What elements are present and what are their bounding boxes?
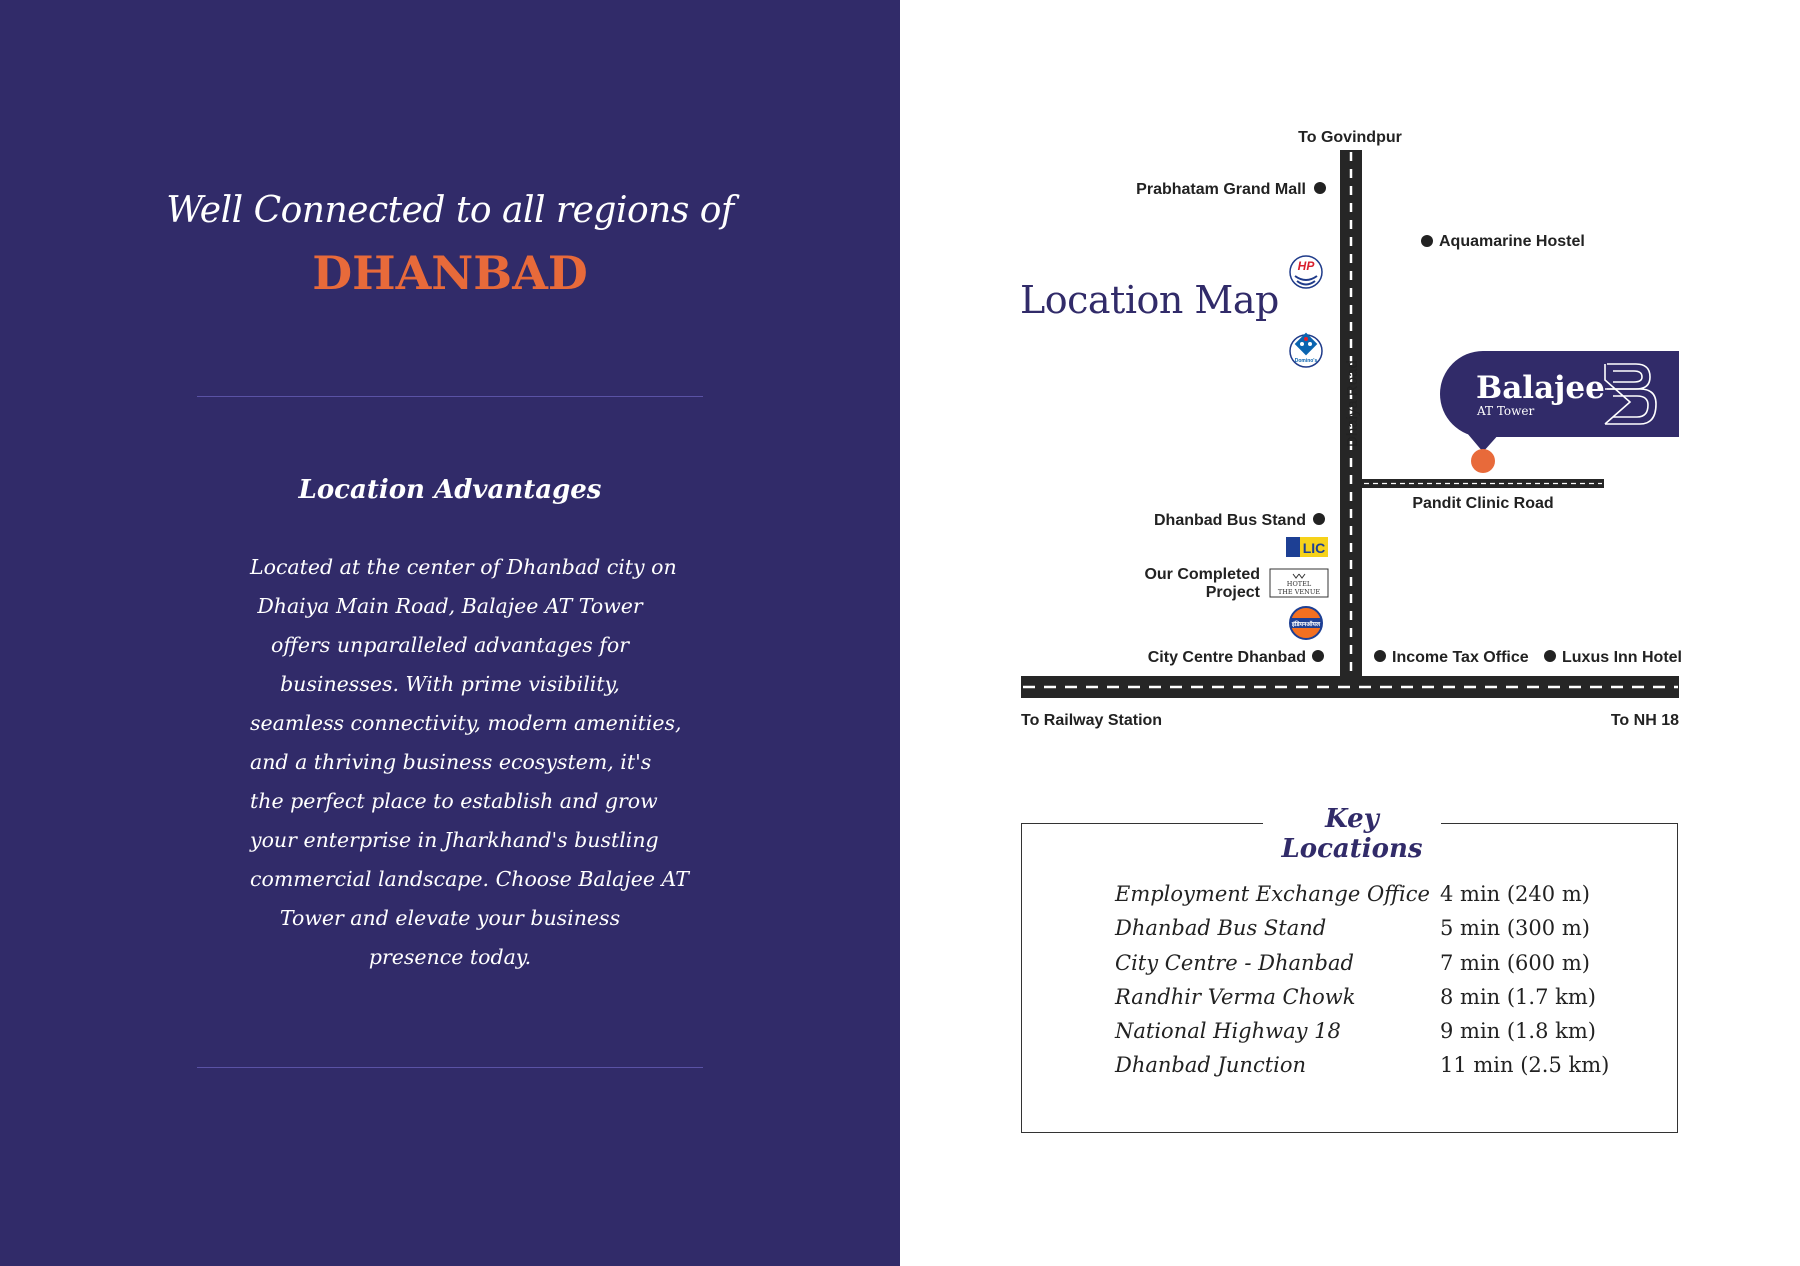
hotel-the-venue-logo-icon — [1270, 569, 1328, 597]
list-item — [1115, 882, 1635, 916]
location-dot — [1313, 513, 1325, 525]
body-line: Located at the center of Dhanbad city on — [250, 555, 677, 579]
location-name: Dhanbad Junction — [1115, 1053, 1307, 1078]
hotel-logo-text-1: HOTEL — [1286, 580, 1312, 588]
location-name: Randhir Verma Chowk — [1115, 984, 1356, 1009]
body-line: businesses. With prime visibility, — [280, 672, 620, 696]
body-line: offers unparalleled advantages for — [270, 633, 629, 657]
location-time: 7 min (600 m) — [1440, 950, 1590, 975]
location-name: Dhanbad Bus Stand — [1115, 916, 1327, 941]
list-item — [1115, 985, 1635, 1019]
body-line: Tower and elevate your business — [279, 906, 621, 930]
list-item — [1115, 1019, 1635, 1053]
hotel-logo-text-2: THE VENUE — [1277, 588, 1321, 596]
dominos-logo-icon — [1290, 333, 1322, 367]
city-centre-label: City Centre Dhanbad — [1147, 649, 1306, 666]
key-locations-title: Key Locations — [1263, 804, 1441, 864]
location-time: 8 min (1.7 km) — [1440, 984, 1596, 1009]
location-map-title: Location Map — [1020, 278, 1279, 322]
balajee-location-marker — [1440, 351, 1679, 473]
indianoil-logo-text: इंडियनऑयल — [1291, 622, 1321, 628]
brand-sub: AT Tower — [1477, 404, 1535, 418]
location-time: 11 min (2.5 km) — [1440, 1053, 1610, 1078]
location-dot — [1421, 235, 1433, 247]
dominos-logo-text: Domino's — [1294, 358, 1318, 364]
body-line: seamless connectivity, modern amenities, — [250, 711, 682, 735]
advantages-title: Location Advantages — [298, 475, 602, 505]
hero-city: DHANBAD — [312, 246, 588, 300]
indianoil-logo-icon — [1290, 607, 1322, 639]
completed-project-label-2: Project — [1205, 584, 1260, 601]
location-dot — [1374, 650, 1386, 662]
pandit-road-label: Pandit Clinic Road — [1412, 495, 1554, 512]
location-name: Employment Exchange Office — [1115, 882, 1430, 906]
list-item — [1115, 916, 1635, 950]
body-line: the perfect place to establish and grow — [250, 789, 658, 813]
body-line: commercial landscape. Choose Balajee AT — [250, 867, 689, 891]
location-dot — [1314, 182, 1326, 194]
to-nh18-label: To NH 18 — [1610, 712, 1679, 729]
income-tax-label: Income Tax Office — [1392, 649, 1529, 666]
location-dot — [1312, 650, 1324, 662]
location-dot — [1544, 650, 1556, 662]
list-item — [1115, 1053, 1635, 1087]
to-govindpur-label: To Govindpur — [1298, 129, 1402, 146]
key-locations-list — [1115, 882, 1635, 1088]
lic-logo-icon — [1286, 537, 1328, 557]
body-line: your enterprise in Jharkhand's bustling — [250, 828, 659, 852]
aquamarine-label: Aquamarine Hostel — [1439, 233, 1585, 250]
body-line: and a thriving business ecosystem, it's — [250, 750, 652, 774]
bus-stand-label: Dhanbad Bus Stand — [1153, 512, 1306, 529]
completed-project-label-1: Our Completed — [1144, 566, 1260, 583]
location-time: 4 min (240 m) — [1440, 882, 1590, 906]
location-name: City Centre - Dhanbad — [1115, 950, 1354, 975]
location-time: 5 min (300 m) — [1440, 916, 1590, 941]
lic-logo-text: LIC — [1302, 540, 1326, 556]
brand-name: Balajee — [1476, 370, 1605, 406]
hp-logo-icon — [1290, 256, 1322, 288]
list-item — [1115, 951, 1635, 985]
luxus-label: Luxus Inn Hotel — [1562, 649, 1682, 666]
body-line: Dhaiya Main Road, Balajee AT Tower — [257, 594, 643, 618]
hp-logo-text: HP — [1297, 259, 1315, 273]
location-time: 9 min (1.8 km) — [1440, 1019, 1596, 1044]
prabhatam-label: Prabhatam Grand Mall — [1136, 181, 1306, 198]
body-line: presence today. — [368, 945, 532, 969]
hero-heading: Well Connected to all regions of — [166, 190, 734, 231]
location-name: National Highway 18 — [1115, 1019, 1341, 1044]
to-railway-label: To Railway Station — [1021, 712, 1163, 729]
dhaiya-road-label: Dhaiya Road — [1344, 360, 1361, 447]
